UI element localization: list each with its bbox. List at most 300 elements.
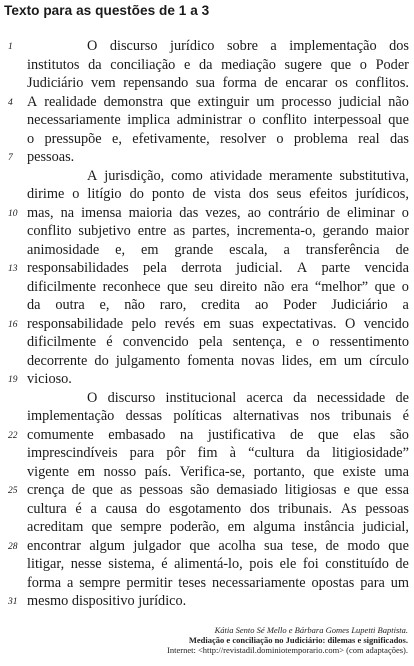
text-line — [0, 241, 414, 260]
text-line — [0, 259, 414, 278]
word: sua — [264, 537, 284, 554]
word: demasiado — [216, 482, 278, 498]
word: que — [189, 537, 211, 554]
word: acreditam — [27, 519, 84, 535]
line-text — [27, 259, 409, 278]
word: pela — [143, 260, 167, 276]
word: um — [256, 93, 275, 110]
word: à — [229, 445, 236, 461]
word: vigente — [27, 463, 70, 480]
word: em — [203, 315, 221, 332]
word: crença — [27, 482, 65, 498]
word: em — [77, 463, 96, 480]
line-text — [27, 518, 409, 537]
word: alternativas — [233, 408, 299, 424]
line-text — [27, 352, 409, 371]
word: eliminar — [347, 204, 395, 221]
word: os — [335, 75, 348, 91]
text-line — [0, 167, 414, 186]
word: dos — [249, 500, 270, 517]
word: judicial. — [236, 260, 283, 276]
word: causa — [105, 500, 138, 517]
word: cultura — [27, 500, 67, 517]
word: de — [289, 426, 304, 443]
word: Verifica-se, — [179, 463, 246, 480]
word: sistema, — [108, 556, 155, 572]
word: poderão, — [169, 519, 220, 535]
word: conflito — [27, 223, 72, 239]
line-text — [27, 426, 409, 445]
word: opostas — [311, 574, 355, 591]
line-text — [27, 537, 409, 556]
word: círculo — [369, 352, 409, 369]
word: necessidade — [316, 389, 386, 406]
word: para — [129, 445, 155, 461]
word: e, — [115, 241, 126, 258]
word: de — [395, 556, 409, 572]
word: de — [264, 75, 278, 91]
text-line — [0, 278, 414, 297]
text-line — [0, 426, 414, 445]
word: comumente — [27, 426, 94, 443]
word: mas, — [27, 204, 54, 221]
word: dessas — [125, 408, 163, 424]
word: o — [401, 204, 409, 221]
line-number: 31 — [8, 597, 18, 607]
word: e — [295, 334, 303, 350]
word: que — [170, 93, 191, 110]
word: das — [179, 204, 199, 221]
text-line — [0, 56, 414, 75]
word: A — [87, 167, 98, 184]
word: jurisdição, — [104, 167, 165, 184]
line-text — [27, 130, 409, 149]
word: resolver — [219, 130, 267, 147]
word: nosso — [103, 463, 137, 480]
word: foi — [302, 556, 319, 572]
word: parte — [321, 260, 351, 276]
word: Judiciário — [331, 297, 388, 313]
word: julgador — [133, 537, 182, 554]
line-text — [27, 74, 409, 93]
word: para — [360, 574, 385, 591]
text-line — [0, 500, 414, 519]
word: do — [145, 500, 161, 517]
line-number: 4 — [8, 97, 13, 108]
word: institucional — [165, 389, 237, 406]
line-number: 1 — [8, 42, 13, 52]
text-line — [0, 370, 414, 389]
word: e, — [112, 130, 122, 147]
text-line — [0, 333, 414, 352]
word: realidade — [44, 93, 97, 110]
word: dirime — [27, 186, 65, 202]
word: ressentimento — [329, 334, 409, 350]
word: judicial, — [362, 519, 409, 535]
line-number: 28 — [8, 541, 18, 552]
word: as — [173, 223, 186, 239]
word: justificativa — [207, 426, 276, 443]
line-text — [87, 389, 409, 408]
word: dos — [248, 186, 269, 202]
word: algum — [89, 537, 126, 554]
word: vista — [213, 186, 241, 202]
word: modo — [347, 537, 380, 554]
line-text — [87, 37, 409, 56]
word: não — [388, 93, 409, 110]
word: discurso — [109, 38, 158, 54]
word: necessariamente — [27, 112, 121, 128]
word: conciliação — [110, 56, 176, 73]
word: sempre — [120, 519, 162, 535]
word: como — [171, 167, 203, 184]
text-line — [0, 407, 414, 426]
word: implementação — [27, 408, 115, 424]
word: que — [92, 482, 113, 498]
word: alimentá-lo, — [174, 556, 243, 572]
word: o — [248, 112, 256, 128]
word: um — [343, 352, 363, 369]
word: da — [27, 297, 41, 313]
word: atividade — [209, 167, 263, 184]
word: forma — [27, 574, 62, 591]
word: conflitos. — [355, 75, 409, 91]
word: processo — [281, 93, 332, 110]
text-line — [0, 518, 414, 537]
word: que — [330, 56, 352, 73]
word: raro, — [159, 297, 187, 313]
word: existe — [342, 463, 376, 480]
word: é — [161, 556, 168, 572]
text-line — [0, 204, 414, 223]
word: mediação — [221, 56, 276, 73]
word: de — [192, 186, 206, 202]
word: As — [340, 500, 357, 517]
text-line — [0, 37, 414, 56]
line-text — [27, 278, 409, 297]
word: do — [129, 186, 144, 202]
word: de — [395, 241, 409, 258]
word: dificilmente — [27, 278, 97, 295]
word: é — [402, 408, 409, 424]
word: da — [306, 445, 320, 461]
source-authors: Kátia Sento Sé Mello e Bárbara Gomes Lupetti Baptista. — [214, 625, 408, 635]
line-text — [27, 463, 409, 482]
word: as — [120, 482, 133, 498]
word: na — [179, 426, 194, 443]
word: de — [325, 537, 340, 554]
word: acolha — [218, 537, 256, 554]
word: Judiciário — [27, 75, 84, 91]
word: novas — [241, 352, 275, 369]
line-text: pessoas. — [27, 149, 75, 165]
word: A — [27, 93, 38, 110]
line-text — [27, 296, 409, 315]
word: contrário — [268, 204, 320, 221]
word: alguma — [253, 519, 296, 535]
word: que — [91, 519, 113, 535]
word: pessoas — [139, 482, 183, 498]
word: sua — [195, 75, 215, 91]
word: administrar — [176, 112, 242, 128]
line-text — [27, 93, 409, 112]
word: transferência — [305, 241, 380, 258]
word: o — [401, 278, 409, 295]
word: que — [374, 278, 396, 295]
word: a — [270, 38, 277, 54]
word: em — [227, 519, 246, 535]
word: dificilmente — [27, 334, 97, 350]
word: ao — [254, 297, 269, 313]
line-text — [27, 111, 409, 130]
word: O — [87, 389, 98, 406]
word: partes, — [192, 223, 230, 239]
word: um — [390, 574, 409, 591]
word: instância — [303, 519, 355, 535]
word: constituído — [325, 556, 389, 572]
word: encarar — [285, 75, 328, 91]
word: a — [90, 500, 97, 517]
line-text — [27, 555, 409, 574]
word: tribunais. — [278, 500, 333, 517]
line-text — [27, 407, 409, 426]
word: efetivamente, — [132, 130, 210, 147]
word: que — [167, 278, 188, 295]
word: Poder — [283, 297, 317, 313]
word: litigar, — [27, 556, 65, 572]
word: decorrente — [27, 352, 88, 369]
word: não — [124, 297, 145, 313]
word: vencida — [364, 260, 409, 276]
word: gerando — [322, 223, 369, 239]
word: O — [344, 315, 356, 332]
word: direito — [219, 278, 258, 295]
word: que — [357, 482, 378, 498]
word: é — [75, 500, 82, 517]
word: fomenta — [187, 352, 235, 369]
word: a — [402, 297, 409, 313]
word: expectativas. — [262, 315, 337, 332]
word: sugere — [284, 56, 322, 73]
text-line — [0, 130, 414, 149]
word: institutos — [27, 56, 80, 73]
word: interpessoal — [313, 112, 382, 128]
line-text — [27, 481, 409, 500]
word: convencido — [122, 334, 189, 350]
word: A — [296, 260, 308, 276]
word: judicial — [338, 93, 382, 110]
word: responsabilidade — [27, 315, 124, 332]
line-text — [27, 56, 409, 75]
word: esgotamento — [168, 500, 242, 517]
word: de — [395, 389, 409, 406]
text-body — [0, 37, 414, 611]
word: entre — [137, 223, 167, 239]
word: repensando — [123, 75, 189, 91]
line-number: 10 — [8, 208, 18, 219]
word: real — [358, 130, 380, 147]
word: dos — [389, 38, 409, 54]
word: nesse — [70, 556, 102, 572]
word: imprescindíveis — [27, 445, 118, 461]
word: em — [140, 241, 159, 258]
line-number: 7 — [8, 153, 13, 163]
word: são — [389, 426, 409, 443]
line-text: mesmo dispositivo jurídico. — [27, 593, 187, 609]
word: substitutiva, — [339, 167, 409, 184]
word: o — [276, 130, 284, 147]
source-citation — [167, 625, 408, 655]
text-line — [0, 537, 414, 556]
word: litígio — [87, 186, 122, 202]
text-line — [0, 592, 414, 611]
text-line — [0, 463, 414, 482]
word: lides, — [281, 352, 313, 369]
word: encontrar — [27, 537, 81, 554]
line-text — [27, 500, 409, 519]
text-line — [0, 315, 414, 334]
source-internet: Internet: <http://revistadil.dominiotemporario.com> (com adaptações). — [167, 645, 408, 655]
line-text — [87, 167, 409, 186]
word: tese, — [291, 537, 318, 554]
word: implica — [127, 112, 171, 128]
text-line — [0, 185, 414, 204]
word: que — [388, 537, 409, 554]
text-line — [0, 222, 414, 241]
word: “melhor” — [314, 278, 369, 295]
word: uma — [384, 463, 409, 480]
word: “cultura — [248, 445, 295, 461]
word: e — [183, 56, 191, 73]
word: na — [60, 204, 75, 221]
text-line — [0, 352, 414, 371]
word: jurídicos, — [355, 186, 409, 202]
word: políticas — [173, 408, 222, 424]
word: que — [317, 426, 339, 443]
word: pessoas — [365, 500, 409, 517]
word: ao — [247, 204, 262, 221]
page-title: Texto para as questões de 1 a 3 — [4, 3, 210, 18]
word: escala, — [229, 241, 268, 258]
word: pela — [198, 334, 223, 350]
word: maioria — [128, 204, 173, 221]
word: reconhece — [102, 278, 161, 295]
word: da — [293, 389, 307, 406]
word: sempre — [79, 574, 121, 591]
word: ele — [279, 556, 297, 572]
word: necessariamente — [211, 574, 306, 591]
word: efeitos — [309, 186, 348, 202]
word: seus — [276, 186, 302, 202]
word: demonstra — [103, 93, 164, 110]
word: responsabilidades — [27, 260, 129, 276]
word: embasado — [108, 426, 166, 443]
word: pois — [249, 556, 274, 572]
word: não — [263, 278, 285, 295]
word: de — [326, 204, 341, 221]
line-text: vicioso. — [27, 371, 72, 387]
word: de — [71, 482, 86, 498]
word: o — [27, 130, 35, 147]
line-number: 13 — [8, 264, 18, 274]
word: pressupõe — [44, 130, 102, 147]
text-line — [0, 389, 414, 408]
word: e — [343, 482, 351, 498]
word: vencido — [363, 315, 409, 332]
word: incrementa-o, — [236, 223, 316, 239]
line-text — [27, 574, 409, 593]
word: permitir — [126, 574, 173, 591]
word: extinguir — [197, 93, 250, 110]
line-number: 19 — [8, 375, 18, 385]
word: suas — [229, 315, 254, 332]
line-text — [27, 444, 409, 463]
word: portanto, — [253, 463, 305, 480]
word: essa — [385, 482, 409, 498]
word: animosidade — [27, 241, 100, 258]
word: sobre — [226, 38, 258, 54]
word: o — [312, 334, 320, 350]
line-number: 22 — [8, 430, 18, 441]
word: maior — [375, 223, 409, 239]
line-text — [27, 222, 409, 241]
word: elas — [353, 426, 376, 443]
word: vezes, — [205, 204, 241, 221]
line-text — [27, 333, 409, 352]
word: tribunais — [341, 408, 392, 424]
line-number: 16 — [8, 319, 18, 330]
word: acerca — [246, 389, 283, 406]
word: forma — [222, 75, 257, 91]
word: vem — [90, 75, 116, 91]
word: sentença, — [232, 334, 286, 350]
word: credita — [201, 297, 241, 313]
word: imensa — [81, 204, 122, 221]
text-line — [0, 444, 414, 463]
word: em — [319, 352, 337, 369]
word: seu — [194, 278, 214, 295]
word: que — [388, 112, 409, 128]
word: fim — [197, 445, 218, 461]
line-text — [27, 185, 409, 204]
word: litigiosidade” — [331, 445, 409, 461]
word: problema — [293, 130, 348, 147]
word: era — [290, 278, 309, 295]
word: julgamento — [115, 352, 181, 369]
source-book: Mediação e conciliação no Judiciário: dilemas e significados. — [188, 635, 408, 645]
word: das — [389, 130, 409, 147]
text-line — [0, 93, 414, 112]
word: jurídico — [169, 38, 215, 54]
word: o — [359, 56, 367, 73]
text-line — [0, 481, 414, 500]
word: nos — [310, 408, 331, 424]
word: são — [190, 482, 210, 498]
word: o — [72, 186, 80, 202]
word: país. — [144, 463, 172, 480]
line-text — [27, 241, 409, 260]
word: Poder — [375, 56, 409, 73]
line-number: 25 — [8, 486, 18, 496]
word: discurso — [107, 389, 156, 406]
word: a — [283, 241, 290, 258]
word: meramente — [269, 167, 333, 184]
word: pôr — [166, 445, 186, 461]
word: pelo — [131, 315, 157, 332]
word: é — [106, 334, 113, 350]
text-line — [0, 296, 414, 315]
word: que — [313, 463, 335, 480]
